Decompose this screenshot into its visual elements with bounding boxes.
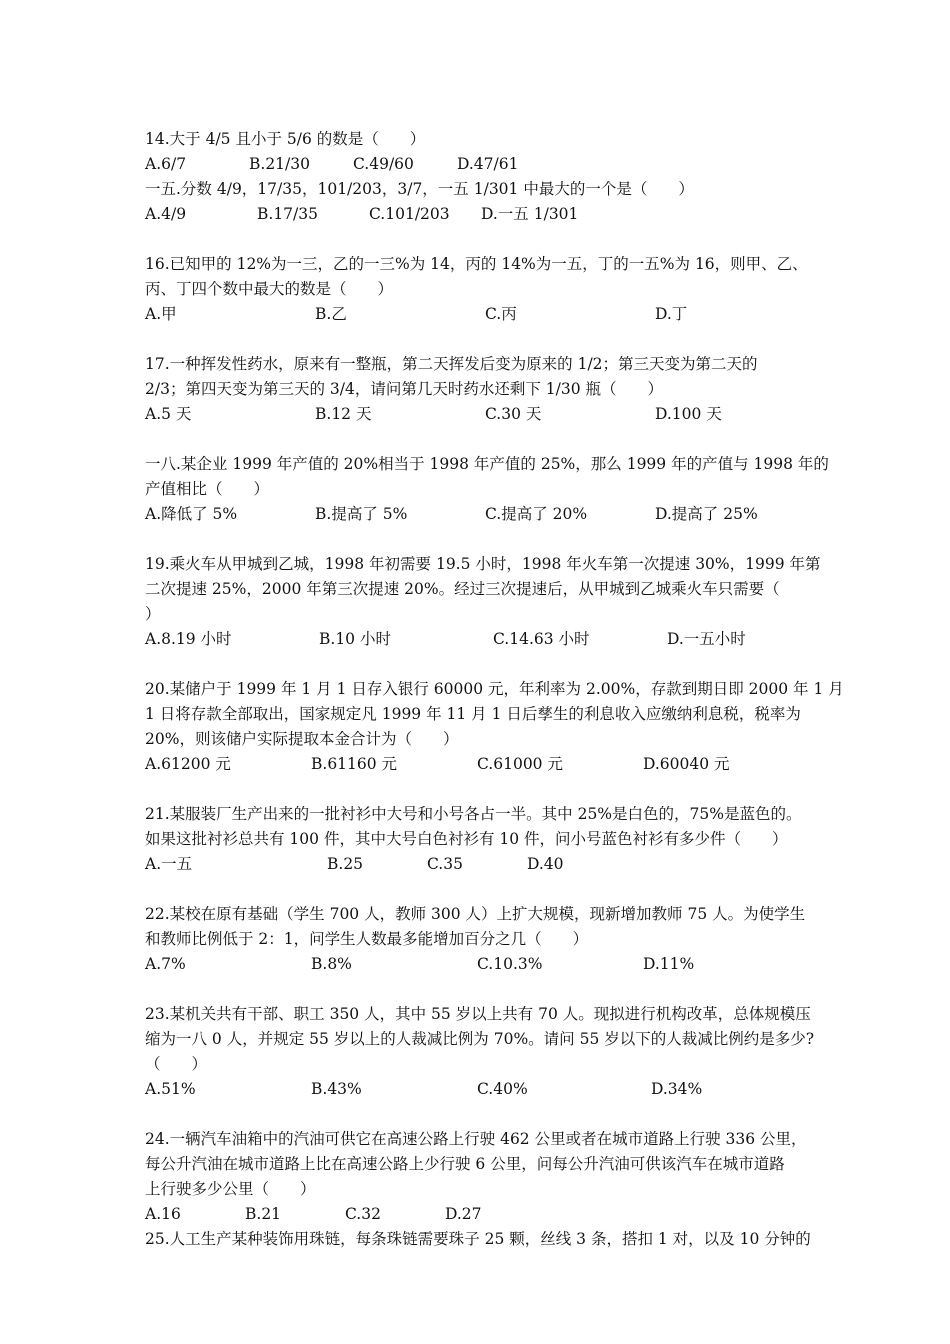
question-22 (145, 902, 845, 977)
option-a: A.61200 元 (145, 755, 231, 773)
question-stem-line: 二次提速 25%，2000 年第三次提速 20%。经过三次提速后，从甲城到乙城乘火车只需要（ (145, 580, 780, 598)
question-24 (145, 1127, 845, 1227)
option-d: D.一五 1/301 (481, 205, 579, 223)
option-b: B.提高了 5% (315, 505, 408, 523)
question-stem-line: 19.乘火车从甲城到乙城，1998 年初需要 19.5 小时，1998 年火车第一次提速 30%，1999 年第 (145, 555, 821, 573)
question-stem-line: 14.大于 4/5 且小于 5/6 的数是（ ） (145, 130, 426, 148)
question-stem-line: ） (145, 605, 161, 623)
option-c: C.35 (427, 855, 463, 873)
option-row (145, 952, 845, 977)
option-c: C.提高了 20% (485, 505, 588, 523)
option-b: B.10 小时 (319, 630, 391, 648)
question-stem-line: 每公升汽油在城市道路上比在高速公路上少行驶 6 公里，问每公升汽油可供该汽车在城市道路 (145, 1155, 785, 1173)
option-a: A.16 (145, 1205, 181, 1223)
question-21 (145, 802, 845, 877)
option-b: B.61160 元 (311, 755, 398, 773)
option-b: B.17/35 (257, 205, 318, 223)
option-row (145, 152, 845, 177)
question-stem-line: 25.人工生产某种装饰用珠链，每条珠链需要珠子 25 颗，丝线 3 条，搭扣 1 对，以及 10 分钟的 (145, 1230, 811, 1248)
option-c: C.丙 (485, 305, 517, 323)
option-row (145, 202, 845, 227)
option-d: D.丁 (655, 305, 688, 323)
question-stem-line: （ ） (145, 1055, 208, 1073)
option-d: D.一五小时 (667, 630, 746, 648)
option-row (145, 852, 845, 877)
question-20 (145, 677, 845, 777)
option-row (145, 402, 845, 427)
option-b: B.43% (311, 1080, 362, 1098)
option-d: D.27 (445, 1205, 482, 1223)
option-row (145, 302, 845, 327)
question-stem-line: 16.已知甲的 12%为一三，乙的一三%为 14，丙的 14%为一五，丁的一五%为 16，则甲、乙、 (145, 255, 808, 273)
question-stem-line: 和教师比例低于 2：1，问学生人数最多能增加百分之几（ ） (145, 930, 589, 948)
question-17 (145, 352, 845, 427)
question-stem-line: 缩为一八 0 人，并规定 55 岁以上的人裁减比例为 70%。请问 55 岁以下的人裁减比例约是多少? (145, 1030, 815, 1048)
option-b: B.25 (327, 855, 364, 873)
option-a: A.6/7 (145, 155, 187, 173)
option-a: A.51% (145, 1080, 196, 1098)
question-stem-line: 24.一辆汽车油箱中的汽油可供它在高速公路上行驶 462 公里或者在城市道路上行驶 336 公里， (145, 1130, 807, 1148)
question-18 (145, 452, 845, 527)
option-b: B.乙 (315, 305, 347, 323)
option-b: B.21/30 (249, 155, 310, 173)
option-d: D.提高了 25% (655, 505, 758, 523)
option-b: B.21 (245, 1205, 282, 1223)
option-c: C.10.3% (477, 955, 543, 973)
question-stem-line: 一八.某企业 1999 年产值的 20%相当于 1998 年产值的 25%，那么 1999 年的产值与 1998 年的 (145, 455, 829, 473)
option-row (145, 752, 845, 777)
option-b: B.12 天 (315, 405, 372, 423)
option-row (145, 1077, 845, 1102)
question-stem-line: 20%，则该储户实际提取本金合计为（ ） (145, 730, 459, 748)
option-d: D.60040 元 (643, 755, 730, 773)
option-c: C.61000 元 (477, 755, 563, 773)
question-stem-line: 丙、丁四个数中最大的数是（ ） (145, 280, 394, 298)
question-stem-line: 17.一种挥发性药水，原来有一整瓶，第二天挥发后变为原来的 1/2；第三天变为第二天的 (145, 355, 758, 373)
option-a: A.8.19 小时 (145, 630, 232, 648)
question-stem-line: 2/3；第四天变为第三天的 3/4，请问第几天时药水还剩下 1/30 瓶（ ） (145, 380, 663, 398)
question-stem-line: 上行驶多少公里（ ） (145, 1180, 316, 1198)
question-stem-line: 21.某服装厂生产出来的一批衬衫中大号和小号各占一半。其中 25%是白色的，75%是蓝色的。 (145, 805, 802, 823)
question-stem-line: 如果这批衬衫总共有 100 件，其中大号白色衬衫有 10 件，问小号蓝色衬衫有多少件（ ） (145, 830, 788, 848)
option-d: D.47/61 (457, 155, 519, 173)
question-23 (145, 1002, 845, 1102)
question-25 (145, 1227, 845, 1252)
option-row (145, 502, 845, 527)
option-c: C.14.63 小时 (493, 630, 590, 648)
question-19 (145, 552, 845, 652)
option-d: D.40 (527, 855, 564, 873)
option-c: C.30 天 (485, 405, 542, 423)
option-row (145, 1202, 845, 1227)
question-15 (145, 177, 845, 227)
question-16 (145, 252, 845, 327)
option-a: A.甲 (145, 305, 177, 323)
question-stem-line: 一五.分数 4/9，17/35，101/203，3/7，一五 1/301 中最大的一个是（ ） (145, 180, 694, 198)
option-a: A.一五 (145, 855, 193, 873)
option-row (145, 627, 845, 652)
question-stem-line: 1 日将存款全部取出，国家规定凡 1999 年 11 月 1 日后孳生的利息收入应缴纳利息税，税率为 (145, 705, 801, 723)
option-d: D.100 天 (655, 405, 722, 423)
question-stem-line: 22.某校在原有基础（学生 700 人，教师 300 人）上扩大规模，现新增加教师 75 人。为使学生 (145, 905, 806, 923)
option-d: D.34% (651, 1080, 703, 1098)
question-stem-line: 20.某储户于 1999 年 1 月 1 日存入银行 60000 元，年利率为 2.00%，存款到期日即 2000 年 1 月 (145, 680, 844, 698)
option-a: A.4/9 (145, 205, 187, 223)
option-a: A.7% (145, 955, 186, 973)
option-c: C.40% (477, 1080, 528, 1098)
question-14 (145, 127, 845, 177)
option-c: C.49/60 (353, 155, 414, 173)
option-a: A.降低了 5% (145, 505, 238, 523)
question-stem-line: 产值相比（ ） (145, 480, 270, 498)
question-stem-line: 23.某机关共有干部、职工 350 人，其中 55 岁以上共有 70 人。现拟进行机构改革，总体规模压 (145, 1005, 811, 1023)
option-a: A.5 天 (145, 405, 192, 423)
question-list (145, 127, 845, 1252)
option-d: D.11% (643, 955, 695, 973)
option-c: C.101/203 (369, 205, 450, 223)
option-b: B.8% (311, 955, 352, 973)
option-c: C.32 (345, 1205, 381, 1223)
